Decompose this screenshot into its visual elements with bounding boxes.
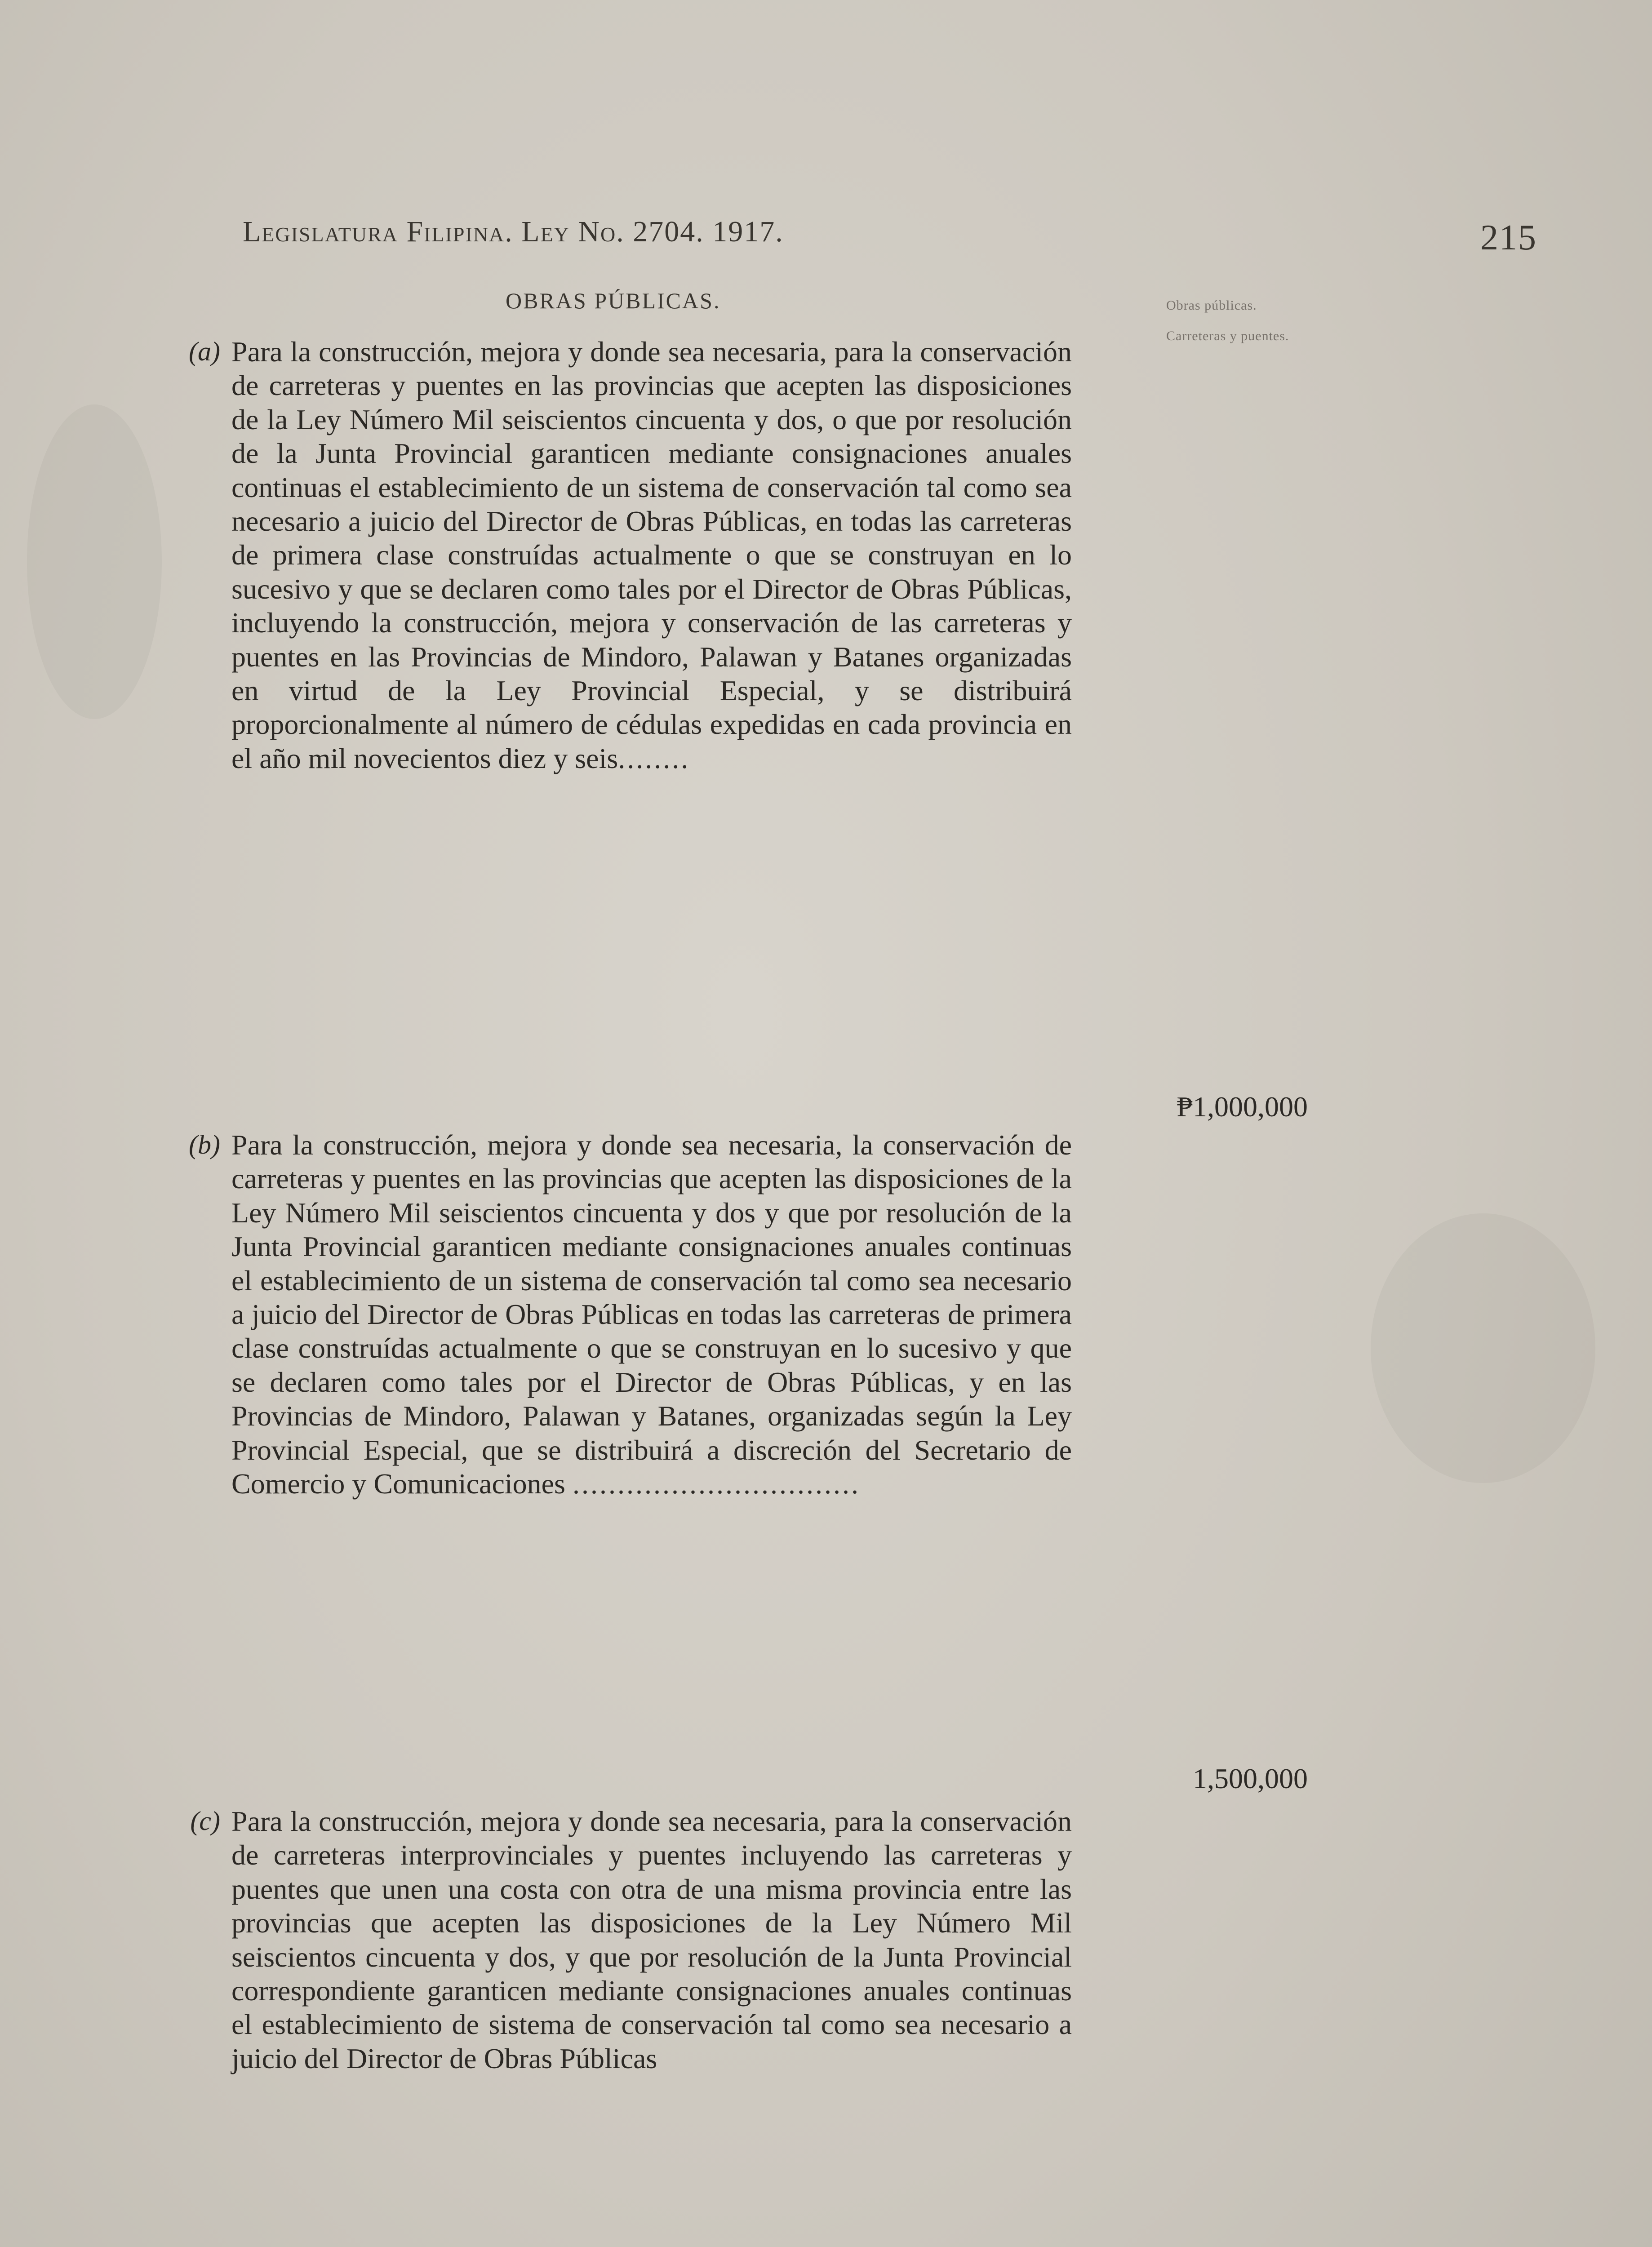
paper-stain <box>1371 1213 1595 1483</box>
dot-leader: ........ <box>618 742 690 774</box>
item-label: (b) <box>189 1130 220 1159</box>
margin-note-obras: Obras públicas. <box>1166 298 1257 313</box>
section-title: OBRAS PÚBLICAS. <box>506 288 721 313</box>
dot-leader: ................................ <box>572 1468 860 1500</box>
item-label: (a) <box>189 337 220 366</box>
item-body: Para la construcción, mejora y donde sea necesaria, para la conservación de carreteras interprovinciales y puentes incluyendo las carreteras y puentes que unen una costa con otra de una misma provincia entre las provincias que acepten las disposiciones de la Ley Número Mil seiscientos cincuenta y dos, y que por resolución de la Junta Provincial correspondiente garanticen mediante consignaciones anuales continuas el establecimiento de sistema de conservación tal como sea necesario a juicio del Director de Obras Públicas <box>231 1805 1072 2074</box>
margin-note-carreteras: Carreteras y puentes. <box>1166 329 1289 343</box>
page-header <box>243 215 1537 269</box>
margin-notes <box>1166 297 1355 358</box>
item-text <box>231 335 1072 775</box>
item-amount: ₱1,000,000 <box>1177 1091 1308 1123</box>
item-body: Para la construcción, mejora y donde sea necesaria, para la conservación de carreteras y puentes en las provincias que acepten las disposiciones de la Ley Número Mil seiscientos cincuenta y dos, o que por resolución de la Junta Provincial garanticen mediante consignaciones anuales continuas el establecimiento de un sistema de conservación tal como sea necesario a juicio del Director de Obras Públicas, en todas las carreteras de primera clase construídas actualmente o que se construyan en lo sucesivo y que se declaren como tales por el Director de Obras Públicas, incluyendo la construcción, mejora y conservación de las carreteras y puentes en las Provincias de Mindoro, Palawan y Batanes organizadas en virtud de la Ley Provincial Especial, y se distribuirá proporcionalmente al número de cédulas expedidas en cada provincia en el año mil novecientos diez y seis <box>231 336 1072 774</box>
item-amount: 1,500,000 <box>1193 1763 1308 1794</box>
paper-stain <box>27 404 162 719</box>
item-label: (c) <box>190 1806 220 1836</box>
item-text <box>231 1128 1072 1501</box>
item-text <box>231 1804 1072 2075</box>
running-title: Legislatura Filipina. Ley No. 2704. 1917. <box>243 215 784 248</box>
item-body: Para la construcción, mejora y donde sea necesaria, la conservación de carreteras y puentes en las provincias que acepten las disposiciones de la Ley Número Mil seiscientos cincuenta y dos y que por resolución de la Junta Provincial garanticen mediante consignaciones anuales continuas el establecimiento de un sistema de conservación tal como sea necesario a juicio del Director de Obras Públicas en todas las carreteras de primera clase construídas actualmente o que se construyan en lo sucesivo y que se declaren como tales por el Director de Obras Públicas, y en las Provincias de Mindoro, Palawan y Batanes, organizadas según la Ley Provincial Especial, que se distribuirá a discreción del Secretario de Comercio y Comunicaciones <box>231 1129 1072 1500</box>
page-number: 215 <box>1480 218 1537 258</box>
